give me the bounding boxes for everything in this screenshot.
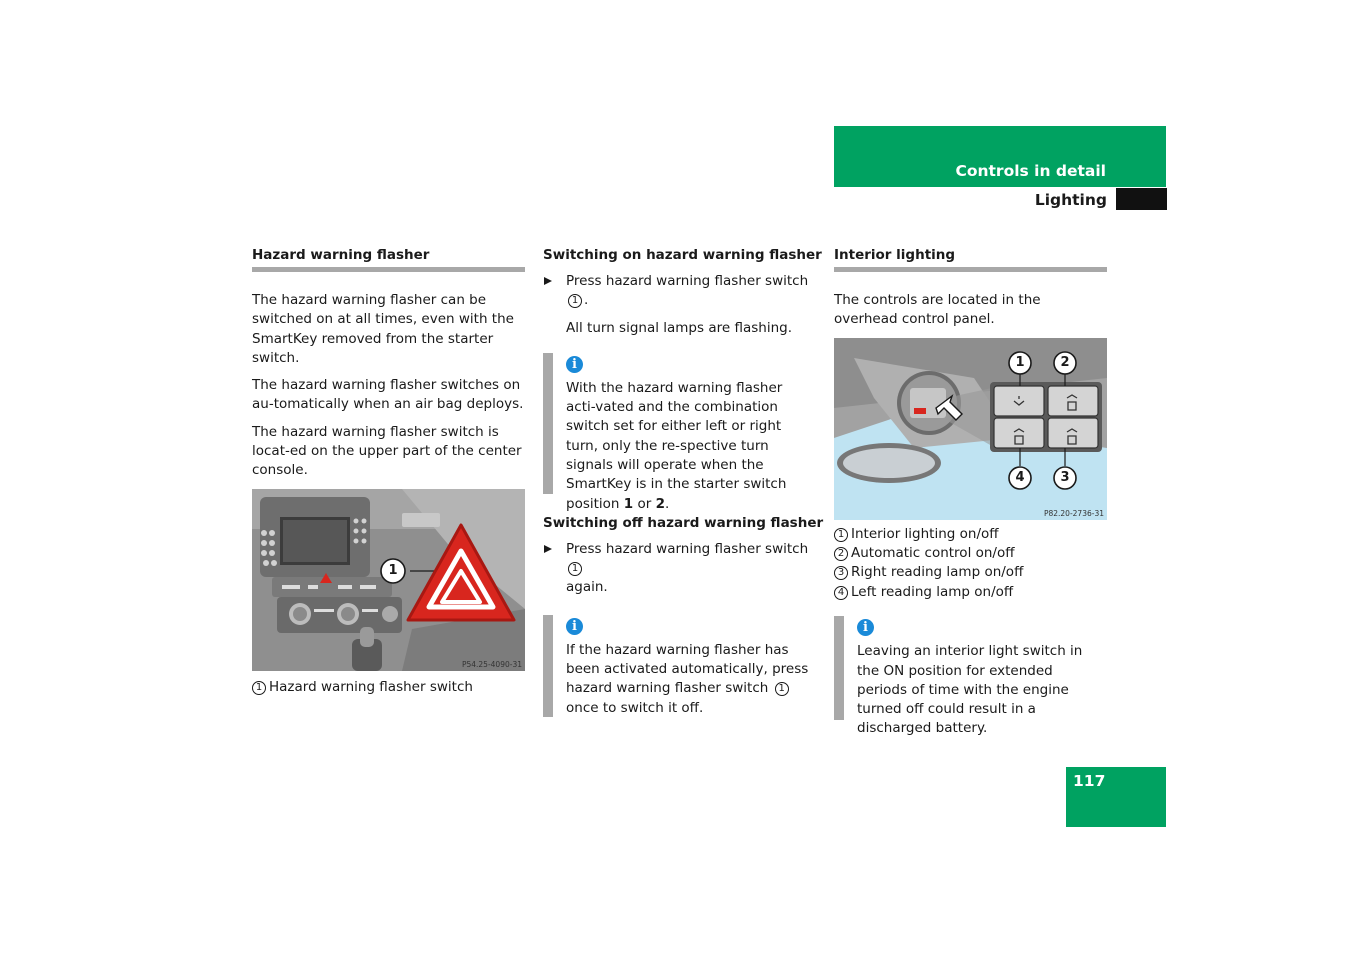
heading-text: Hazard warning flasher bbox=[252, 247, 430, 263]
info-icon: i bbox=[566, 356, 583, 373]
heading-text: Switching on hazard warning flasher bbox=[543, 247, 822, 263]
step-text: Press hazard warning flasher switch bbox=[566, 273, 809, 289]
step-text-end: again. bbox=[566, 579, 608, 596]
figure-center-console bbox=[252, 489, 525, 671]
caption-text: Hazard warning flasher switch bbox=[269, 678, 473, 695]
section-heading-switch-off bbox=[543, 513, 824, 540]
info-note-2 bbox=[543, 615, 815, 717]
info-note-1 bbox=[543, 353, 815, 512]
subsection-title: Lighting bbox=[1034, 191, 1107, 209]
note-bar bbox=[543, 353, 553, 494]
center-console-illustration bbox=[252, 489, 525, 671]
section-heading-switch-on bbox=[543, 245, 822, 272]
note-text-part: If the hazard warning flasher has been activated automatically, press hazard warning flasher switch bbox=[566, 641, 809, 697]
instruction-step bbox=[543, 272, 815, 311]
figure-overhead-panel bbox=[834, 338, 1107, 520]
key-position: 2 bbox=[655, 495, 665, 512]
note-text bbox=[566, 379, 815, 514]
legend-text: Left reading lamp on/off bbox=[851, 583, 1014, 600]
note-text-part: or bbox=[637, 495, 652, 512]
callout-number: 1 bbox=[568, 562, 582, 576]
column-interior-lighting bbox=[834, 245, 1107, 737]
legend-text: Automatic control on/off bbox=[851, 545, 1015, 561]
legend-text: Right reading lamp on/off bbox=[851, 564, 1024, 581]
note-text-part: With the hazard warning flasher acti-vated and the combination switch set for either left or right turn, only the re-spective turn signals will operate when the SmartKey is in the starter switch position bbox=[566, 379, 787, 512]
info-note-3 bbox=[834, 616, 1107, 737]
figure-callout-1: 1 bbox=[388, 562, 398, 578]
callout-number: 1 bbox=[568, 294, 582, 308]
info-icon: i bbox=[566, 618, 583, 635]
section-heading-interior bbox=[834, 245, 1107, 272]
callout-number: 4 bbox=[834, 586, 848, 600]
note-text: Leaving an interior light switch in the ON position for extended periods of time with the engine turned off could result in a discharged battery. bbox=[857, 643, 1083, 737]
step-text-end: . bbox=[584, 292, 589, 309]
page-number: 117 bbox=[1073, 772, 1106, 790]
figure-callout-2: 2 bbox=[1060, 354, 1070, 370]
paragraph: The hazard warning flasher switches on au-tomatically when an air bag deploys. bbox=[252, 377, 524, 413]
column-switching bbox=[543, 245, 824, 717]
section-heading-hazard bbox=[252, 245, 525, 272]
legend-item bbox=[834, 544, 1107, 563]
instruction-step bbox=[543, 540, 815, 598]
note-text-part: . bbox=[665, 495, 670, 512]
step-arrow-icon bbox=[544, 277, 552, 285]
note-bar bbox=[834, 616, 844, 720]
info-icon: i bbox=[857, 619, 874, 636]
heading-text: Interior lighting bbox=[834, 247, 956, 263]
figure-code: P82.20-2736-31 bbox=[1043, 508, 1104, 518]
figure-callout-3: 3 bbox=[1060, 469, 1070, 485]
step-arrow-icon bbox=[544, 545, 552, 553]
note-bar bbox=[543, 615, 553, 717]
header-band bbox=[834, 126, 1166, 187]
legend-item bbox=[834, 563, 1107, 582]
paragraph: The controls are located in the overhead control panel. bbox=[834, 292, 1041, 328]
callout-number: 2 bbox=[834, 547, 848, 561]
callout-number: 1 bbox=[834, 528, 848, 542]
paragraph: The hazard warning flasher can be switched on at all times, even with the SmartKey removed from the starter switch. bbox=[252, 292, 514, 366]
column-hazard-flasher bbox=[252, 245, 525, 697]
page-number-tab bbox=[1066, 767, 1166, 827]
figure-caption bbox=[252, 678, 525, 697]
legend-text: Interior lighting on/off bbox=[851, 525, 999, 542]
note-text-part: once to switch it off. bbox=[566, 699, 704, 716]
heading-text: Switching off hazard warning flasher bbox=[543, 514, 824, 531]
callout-number: 1 bbox=[252, 681, 266, 695]
step-text: Press hazard warning flasher switch bbox=[566, 540, 809, 557]
note-text bbox=[566, 641, 815, 718]
step-result: All turn signal lamps are flashing. bbox=[566, 319, 792, 336]
legend-item bbox=[834, 583, 1107, 602]
callout-number: 3 bbox=[834, 566, 848, 580]
key-position: 1 bbox=[623, 495, 634, 512]
figure-callout-1: 1 bbox=[1015, 354, 1025, 370]
legend-item bbox=[834, 525, 1107, 544]
section-title: Controls in detail bbox=[955, 162, 1106, 180]
figure-callout-4: 4 bbox=[1015, 469, 1025, 485]
callout-number: 1 bbox=[775, 682, 789, 696]
figure-code: P54.25-4090-31 bbox=[461, 659, 522, 669]
figure-legend bbox=[834, 525, 1107, 603]
paragraph: The hazard warning flasher switch is locat-ed on the upper part of the center console. bbox=[252, 423, 522, 479]
subsection-marker bbox=[1116, 188, 1167, 210]
